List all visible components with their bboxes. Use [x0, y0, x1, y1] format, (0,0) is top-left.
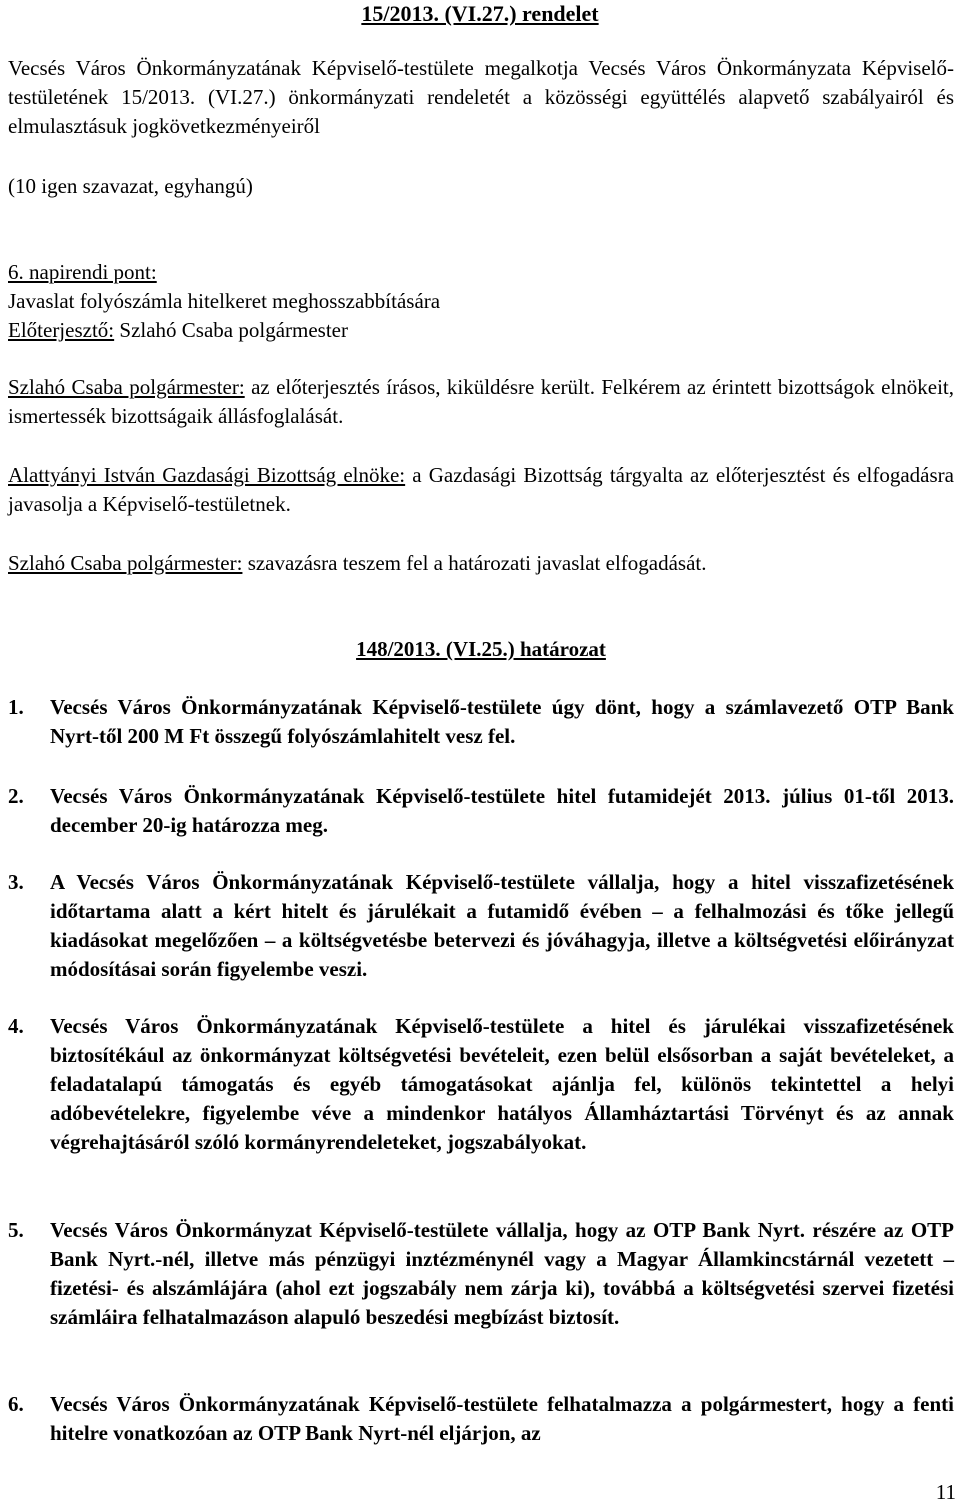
item-number: 1. [8, 695, 24, 719]
agenda-subject: Javaslat folyószámla hitelkeret meghosszabbítására [8, 289, 441, 313]
item-text: Vecsés Város Önkormányzatának Képviselő-testülete a hitel és járulékai visszafizetésének biztosítékául az önkormányzat költségvetési bevételeit, ezen belül elsősorban a saját bevételeket, a feladatalapú támogatás és egyéb támogatásokat ajánlja fel, különös tekintettel a helyi adóbevételekre, figyelembe véve a mindenkor hatályos Államháztartási Törvényt és az annak végrehajtásáról szóló kormányrendeleteket, jogszabályokat. [50, 1014, 954, 1154]
statement-1 [8, 373, 954, 431]
resolution-item [8, 1390, 954, 1448]
agenda-point-label: 6. napirendi pont: [8, 260, 157, 284]
vote-result: (10 igen szavazat, egyhangú) [8, 174, 253, 198]
item-text: Vecsés Város Önkormányzatának Képviselő-testülete úgy dönt, hogy a számlavezető OTP Bank Nyrt-től 200 M Ft összegű folyószámlahitelt vesz fel. [50, 695, 954, 748]
resolution-title: 148/2013. (VI.25.) határozat [356, 637, 606, 661]
item-text: A Vecsés Város Önkormányzatának Képviselő-testülete vállalja, hogy a hitel visszafizetésének időtartama alatt a kért hitelt és járulékait a futamidő évében – a felhalmozási és tőke jellegű kiadásokat megelőzően – a költségvetésbe betervezi és jóváhagyja, illetve a költségvetési előirányzat módosításai során figyelembe veszi. [50, 870, 954, 981]
statement-text: az előterjesztés írásos, kiküldésre került. Felkérem az érintett bizottságok elnökeit, ismertessék bizottságaik állásfoglalását. [8, 375, 954, 428]
speaker-name: Szlahó Csaba polgármester: [8, 375, 245, 399]
resolution-item [8, 1216, 954, 1332]
decree-title: 15/2013. (VI.27.) rendelet [361, 1, 599, 26]
decree-text: Vecsés Város Önkormányzatának Képviselő-testülete megalkotja Vecsés Város Önkormányzata Képviselő-testületének 15/2013. (VI.27.) önkormányzati rendeletét a közösségi együttélés alapvető szabályairól és elmulasztásuk jogkövetkezményeiről [8, 56, 954, 138]
item-number: 3. [8, 870, 24, 894]
item-text: Vecsés Város Önkormányzat Képviselő-testülete vállalja, hogy az OTP Bank Nyrt. részére az OTP Bank Nyrt.-nél, illetve más pénzügyi inztézménynél vagy a Magyar Államkincstárnál vezetett – fizetési- és alszámlájára (ahol ezt jogszabály nem zárja ki), továbbá a költségvetési szervei fizetési számláira felhatalmazáson alapuló beszedési megbízást biztosít. [50, 1218, 954, 1329]
item-text: Vecsés Város Önkormányzatának Képviselő-testülete felhatalmazza a polgármestert, hogy a fenti hitelre vonatkozóan az OTP Bank Nyrt-nél eljárjon, az [50, 1392, 954, 1445]
item-text: Vecsés Város Önkormányzatának Képviselő-testülete hitel futamidejét 2013. július 01-től 2013. december 20-ig határozza meg. [50, 784, 954, 837]
page-number: 11 [935, 1480, 956, 1504]
resolution-item [8, 782, 954, 840]
presenter-line [8, 316, 954, 345]
statement-3 [8, 549, 954, 578]
resolution-item [8, 693, 954, 751]
speaker-name: Alattyányi István Gazdasági Bizottság elnöke: [8, 463, 406, 487]
statement-text: a Gazdasági Bizottság tárgyalta az előterjesztést és elfogadásra javasolja a Képviselő-testületnek. [8, 463, 954, 516]
speaker-name: Szlahó Csaba polgármester: [8, 551, 243, 575]
statement-2 [8, 461, 954, 519]
item-number: 4. [8, 1014, 24, 1038]
statement-text: szavazásra teszem fel a határozati javaslat elfogadását. [242, 551, 707, 575]
item-number: 2. [8, 784, 24, 808]
item-number: 5. [8, 1218, 24, 1242]
resolution-item [8, 868, 954, 984]
item-number: 6. [8, 1392, 24, 1416]
presenter-value: Szlahó Csaba polgármester [119, 318, 348, 342]
resolution-item [8, 1012, 954, 1157]
agenda-section [8, 258, 954, 345]
presenter-label: Előterjesztő: [8, 318, 115, 342]
